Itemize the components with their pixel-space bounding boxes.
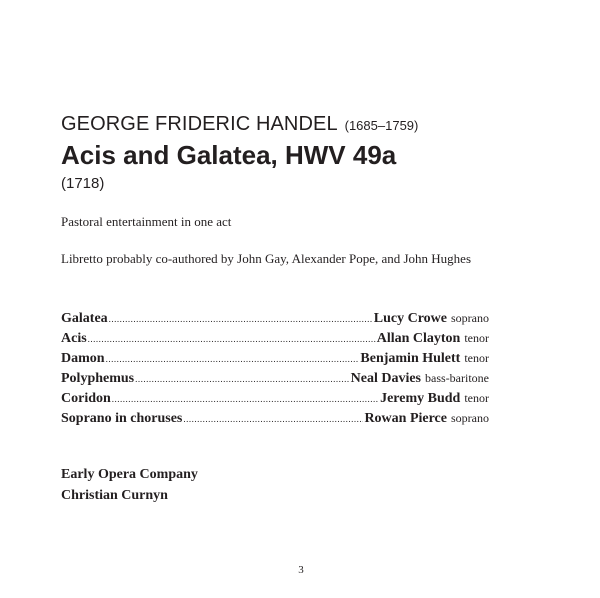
page-number: 3	[298, 564, 304, 576]
cast-role: Galatea	[61, 311, 108, 326]
cast-role: Polyphemus	[61, 371, 135, 386]
libretto-credit: Libretto probably co-authored by John Gay, Alexander Pope, and John Hughes	[61, 251, 472, 266]
cast-row-polyphemus	[61, 368, 489, 388]
conductor-name: Christian Curnyn	[61, 488, 168, 503]
work-title: Acis and Galatea, HWV 49a	[61, 140, 397, 170]
dot-leader	[109, 309, 373, 329]
cast-voice: soprano	[451, 411, 489, 425]
cast-voice: tenor	[464, 351, 489, 365]
cast-role: Acis	[61, 331, 87, 346]
dot-leader	[88, 329, 376, 349]
cast-row-soprano-in-choruses	[61, 408, 489, 428]
dot-leader	[135, 369, 350, 389]
composer-heading	[61, 113, 418, 136]
cast-singer: Rowan Pierce	[364, 411, 447, 426]
cast-row-coridon	[61, 388, 489, 408]
cast-voice: soprano	[451, 311, 489, 325]
dot-leader	[183, 409, 363, 429]
cast-singer: Allan Clayton	[376, 331, 461, 346]
cast-singer: Lucy Crowe	[373, 311, 447, 326]
composer-dates: (1685–1759)	[344, 118, 419, 133]
cast-role: Soprano in choruses	[61, 411, 183, 426]
work-year: (1718)	[61, 175, 105, 192]
cast-singer: Benjamin Hulett	[360, 351, 461, 366]
cast-singer: Neal Davies	[350, 371, 422, 386]
dot-leader	[106, 349, 360, 369]
composer-name: GEORGE FRIDERIC HANDEL	[61, 113, 337, 135]
cast-voice: tenor	[464, 391, 489, 405]
cast-voice: tenor	[464, 331, 489, 345]
cast-role: Coridon	[61, 391, 111, 406]
ensemble-credits	[61, 464, 198, 506]
cast-singer: Jeremy Budd	[380, 391, 461, 406]
cast-voice: bass-baritone	[425, 371, 489, 385]
cast-list	[61, 308, 489, 428]
cast-row-galatea	[61, 308, 489, 328]
work-description: Pastoral entertainment in one act	[61, 214, 232, 229]
cast-role: Damon	[61, 351, 105, 366]
cast-row-damon	[61, 348, 489, 368]
cast-row-acis	[61, 328, 489, 348]
dot-leader	[112, 389, 379, 409]
ensemble-name: Early Opera Company	[61, 467, 198, 482]
